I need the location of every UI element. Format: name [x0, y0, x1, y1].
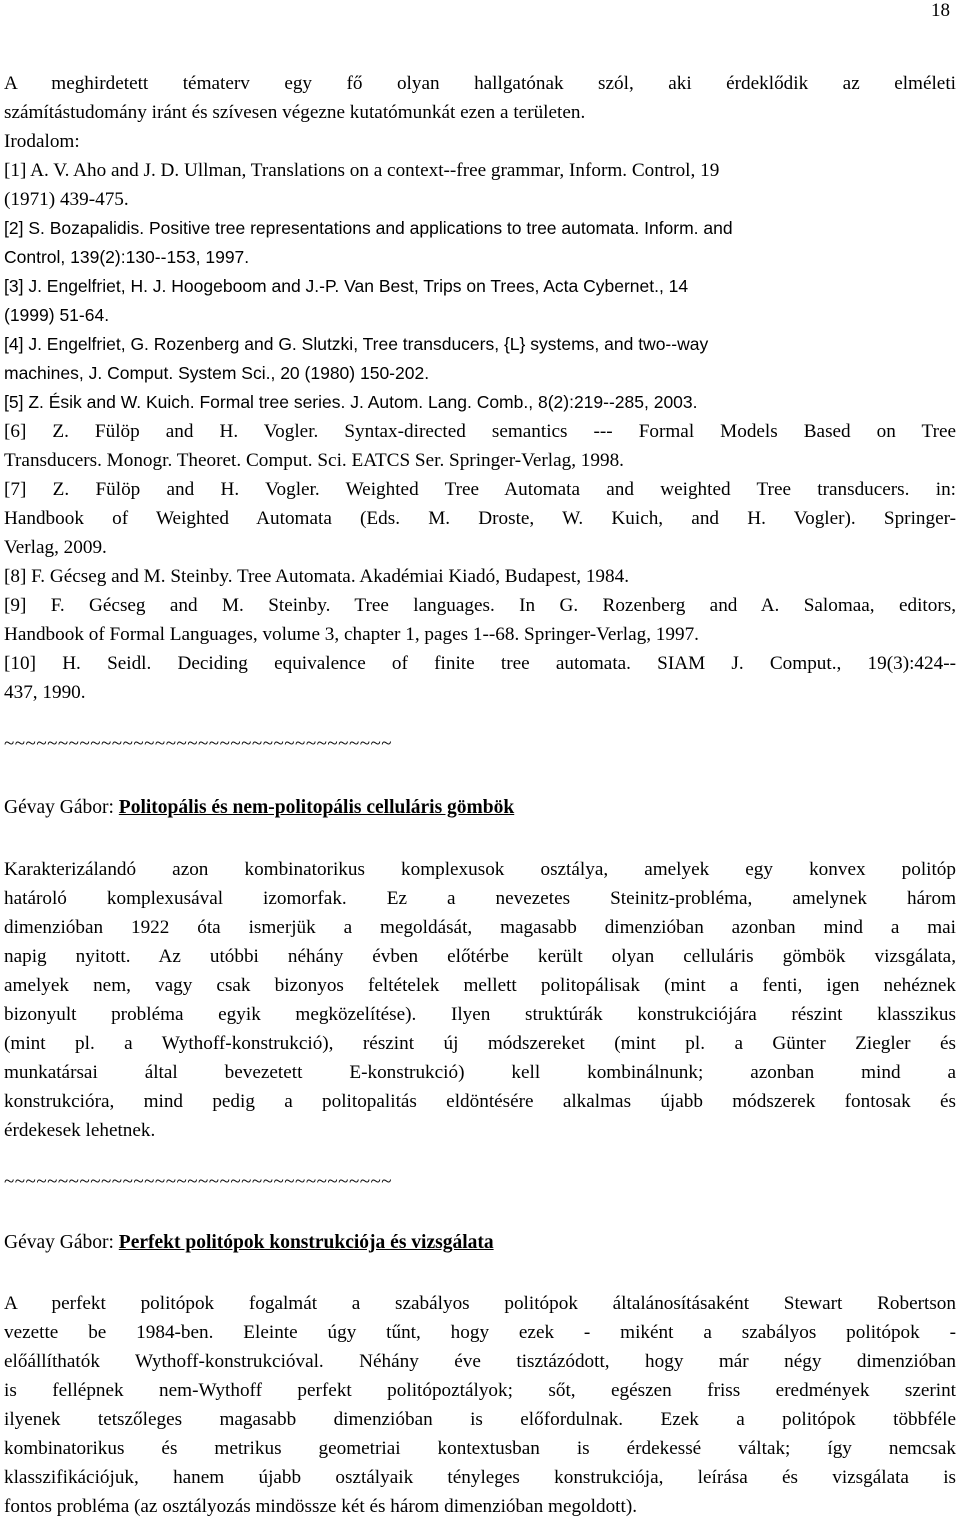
literature-label: Irodalom:	[4, 131, 80, 152]
topic-1-title: Politopális és nem-politopális celluláris gömbök	[118, 797, 515, 818]
reference-10-line-1: [10] H. Seidl. Deciding equivalence of finite tree automata. SIAM J. Comput., 19(3):424--	[4, 653, 956, 674]
topic-1-line: határoló komplexusával izomorfak. Ez a nevezetes Steinitz-probléma, amelynek három	[4, 888, 956, 909]
intro-and-references	[4, 69, 956, 707]
topic-2-author: Gévay Gábor:	[4, 1232, 119, 1253]
reference-10-line-2: 437, 1990.	[4, 682, 86, 703]
topic-1-line: érdekesek lehetnek.	[4, 1120, 156, 1141]
topic-2-line: kombinatorikus és metrikus geometriai kontextusban is érdekessé váltak; így nemcsak	[4, 1438, 956, 1459]
reference-5: [5] Z. Ésik and W. Kuich. Formal tree series. J. Autom. Lang. Comb., 8(2):219--285, 2003.	[4, 392, 698, 412]
reference-4-line-2: machines, J. Comput. System Sci., 20 (1980) 150-202.	[4, 363, 430, 383]
topic-1-paragraph	[4, 855, 956, 1145]
topic-2-heading	[4, 1232, 494, 1254]
reference-3-line-2: (1999) 51-64.	[4, 305, 110, 325]
reference-2-line-2: Control, 139(2):130--153, 1997.	[4, 247, 250, 267]
topic-1-author: Gévay Gábor:	[4, 797, 119, 818]
intro-line-1: A meghirdetett tématerv egy fő olyan hallgatónak szól, aki érdeklődik az elméleti	[4, 73, 956, 94]
reference-1-line-1: [1] A. V. Aho and J. D. Ullman, Translations on a context--free grammar, Inform. Control, 19	[4, 160, 720, 181]
topic-1-line: konstrukcióra, mind pedig a politopalitás eldöntésére alkalmas újabb módszerek fontosak és	[4, 1091, 956, 1112]
reference-6-line-1: [6] Z. Fülöp and H. Vogler. Syntax-directed semantics --- Formal Models Based on Tree	[4, 421, 956, 442]
reference-2-line-1: [2] S. Bozapalidis. Positive tree representations and applications to tree automata. Inform. and	[4, 218, 733, 238]
topic-2-line: fontos probléma (az osztályozás mindössze két és három dimenzióban megoldott).	[4, 1496, 638, 1517]
topic-1-heading	[4, 797, 514, 819]
topic-1-line: napig nyitott. Az utóbbi néhány évben előtérbe került olyan celluláris gömbök vizsgálata,	[4, 946, 956, 967]
reference-7-line-3: Verlag, 2009.	[4, 537, 107, 558]
reference-1-line-2: (1971) 439-475.	[4, 189, 129, 210]
topic-1-line: dimenzióban 1922 óta ismerjük a megoldását, magasabb dimenzióban azonban mind a mai	[4, 917, 956, 938]
topic-2-line: A perfekt politópok fogalmát a szabályos politópok általánosításaként Stewart Robertson	[4, 1293, 956, 1314]
topic-1-line: bizonyult probléma egyik megközelítése). Ilyen struktúrák konstrukciójára részint klasszikus	[4, 1004, 956, 1025]
topic-2-line: vezette be 1984-ben. Eleinte úgy tűnt, hogy ezek - miként a szabályos politópok -	[4, 1322, 956, 1343]
topic-2-line: előállíthatók Wythoff-konstrukcióval. Néhány éve tisztázódott, hogy már négy dimenzióban	[4, 1351, 956, 1372]
topic-1-line: Karakterizálandó azon kombinatorikus komplexusok osztálya, amelyek egy konvex politóp	[4, 859, 956, 880]
reference-7-line-2: Handbook of Weighted Automata (Eds. M. Droste, W. Kuich, and H. Vogler). Springer-	[4, 508, 956, 529]
reference-9-line-1: [9] F. Gécseg and M. Steinby. Tree languages. In G. Rozenberg and A. Salomaa, editors,	[4, 595, 956, 616]
reference-7-line-1: [7] Z. Fülöp and H. Vogler. Weighted Tree Automata and weighted Tree transducers. in:	[4, 479, 956, 500]
topic-1-line: amelyek nem, vagy csak bizonyos feltételek mellett politopálisak (mint a fenti, igen nehéznek	[4, 975, 956, 996]
topic-2-line: ilyenek tetszőleges magasabb dimenzióban is előfordulnak. Ezek a politópok többféle	[4, 1409, 956, 1430]
page-number: 18	[931, 0, 950, 21]
topic-2-line: klasszifikációjuk, hanem újabb osztályaik tényleges konstrukciója, leírása és vizsgálata is	[4, 1467, 956, 1488]
intro-line-2: számítástudomány iránt és szívesen végezne kutatómunkát ezen a területen.	[4, 102, 586, 123]
separator-1: ~~~~~~~~~~~~~~~~~~~~~~~~~~~~~~~~~~~~	[4, 733, 393, 754]
reference-3-line-1: [3] J. Engelfriet, H. J. Hoogeboom and J.-P. Van Best, Trips on Trees, Acta Cybernet., 14	[4, 276, 689, 296]
topic-2-title: Perfekt politópok konstrukciója és vizsgálata	[118, 1232, 494, 1253]
reference-9-line-2: Handbook of Formal Languages, volume 3, chapter 1, pages 1--68. Springer-Verlag, 1997.	[4, 624, 699, 645]
reference-6-line-2: Transducers. Monogr. Theoret. Comput. Sci. EATCS Ser. Springer-Verlag, 1998.	[4, 450, 624, 471]
reference-4-line-1: [4] J. Engelfriet, G. Rozenberg and G. Slutzki, Tree transducers, {L} systems, and two--way	[4, 334, 709, 354]
topic-1-line: (mint pl. a Wythoff-konstrukció), részint új módszereket (mint pl. a Günter Ziegler és	[4, 1033, 956, 1054]
topic-2-paragraph	[4, 1289, 956, 1521]
separator-2: ~~~~~~~~~~~~~~~~~~~~~~~~~~~~~~~~~~~~	[4, 1171, 393, 1192]
topic-1-line: munkatársai által bevezetett E-konstrukció) kell kombinálnunk; azonban mind a	[4, 1062, 956, 1083]
topic-2-line: is fellépnek nem-Wythoff perfekt politópoztályok; sőt, egészen friss eredmények szerint	[4, 1380, 956, 1401]
reference-8: [8] F. Gécseg and M. Steinby. Tree Automata. Akadémiai Kiadó, Budapest, 1984.	[4, 566, 629, 587]
